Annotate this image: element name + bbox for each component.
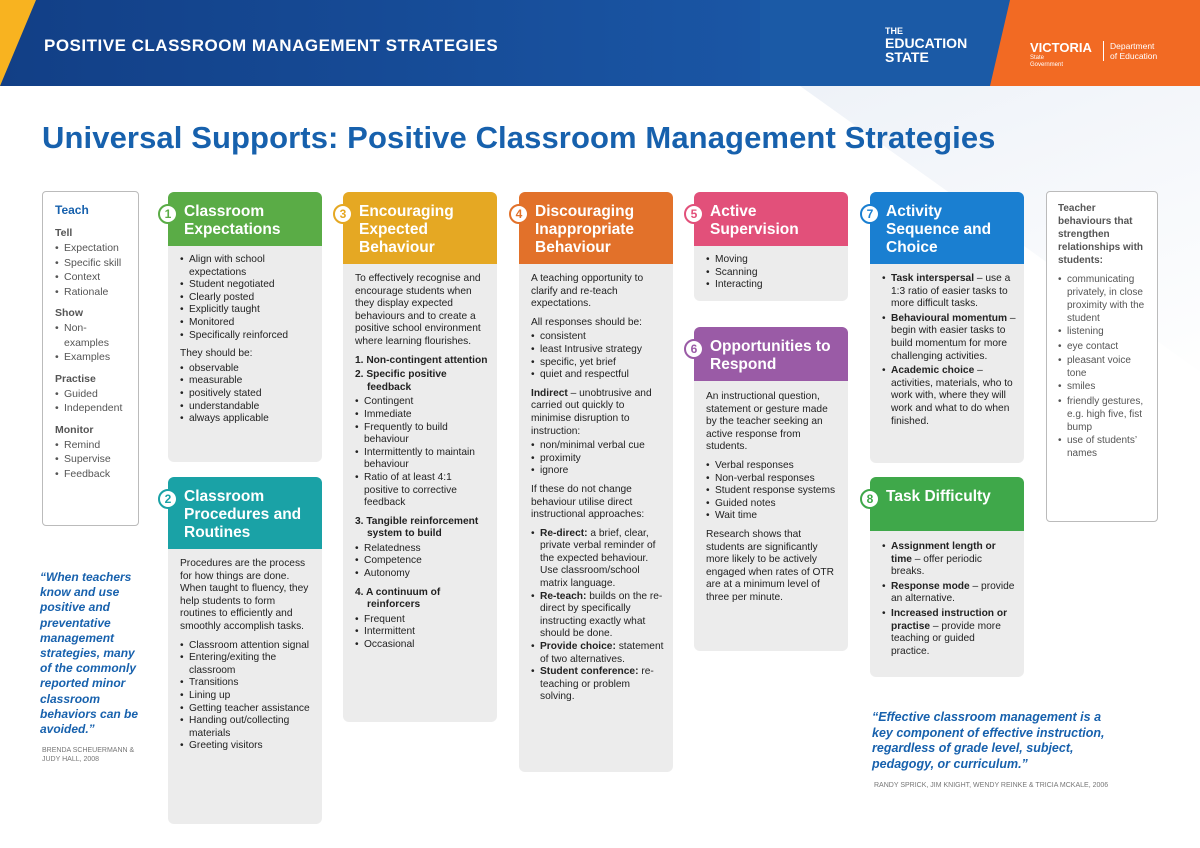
card-text: Indirect – unobtrusive and carried out quickly to minimise disruption to instruction: [531, 387, 652, 437]
list-item: • Intermittently to maintain behaviour [355, 447, 489, 472]
number-badge: 6 [684, 339, 704, 359]
list-item: • Classroom attention signal [180, 640, 314, 653]
list-item: • smiles [1058, 380, 1149, 395]
list-item: • consistent [531, 331, 665, 344]
list-item: • communicating privately, in close proximity with the student [1058, 273, 1149, 325]
list-item: • Frequently to build behaviour [355, 422, 489, 447]
list-item: • Specific skill [55, 256, 130, 271]
list-item: • Greeting visitors [180, 740, 314, 753]
list-item: • use of students’ names [1058, 434, 1149, 460]
card-text: They should be: [180, 348, 253, 360]
card-title: Active Supervision [710, 203, 799, 238]
victoria-logo: VICTORIA State Government [1030, 40, 1092, 68]
education-state-logo: THE EDUCATION STATE [885, 26, 968, 65]
teacher-behaviours-box [1046, 191, 1158, 522]
list-item: • Non-verbal responses [706, 473, 840, 486]
list-item: • Provide choice: statement of two alternatives. [531, 641, 665, 666]
card-header [694, 192, 848, 246]
list-item: • Non-examples [55, 321, 130, 350]
list-item: • Intermittent [355, 626, 489, 639]
list-item: • Expectation [55, 241, 130, 256]
list-item: • Supervise [55, 452, 130, 467]
list-item: • Re-teach: builds on the re-direct by specifically instructing exactly what should be done. [531, 591, 665, 641]
card-title: Classroom Procedures and Routines [184, 488, 302, 541]
list-item: • Assignment length or time – offer periodic breaks. [882, 541, 1016, 579]
quote-right-citation: RANDY SPRICK, JIM KNIGHT, WENDY REINKE & TRICIA MCKALE, 2006 [874, 782, 1109, 789]
card-opportunities-to-respond [694, 327, 848, 651]
list-item: • Specifically reinforced [180, 330, 314, 343]
card-activity-sequence [870, 192, 1024, 463]
card-header [343, 192, 497, 264]
card-text: A teaching opportunity to clarify and re-teach expectations. [531, 273, 644, 310]
quote-right: “Effective classroom management is a key component of effective instruction, regardless of grade level, subject, pedagogy, or curriculum.” [872, 710, 1105, 771]
quote-left-citation: BRENDA SCHEUERMANN & JUDY HALL, 2008 [42, 747, 135, 763]
list-item: • Independent [55, 401, 130, 416]
list-item: • Task interspersal – use a 1:3 ratio of easier tasks to more difficult tasks. [882, 273, 1016, 311]
list-item: • Clearly posted [180, 292, 314, 305]
header-banner [0, 0, 1200, 86]
number-badge: 3 [333, 204, 353, 224]
number-badge: 2 [158, 489, 178, 509]
list-item: • Moving [706, 254, 840, 267]
list-item: • observable [180, 363, 314, 376]
list-item: • Transitions [180, 677, 314, 690]
list-item: • Remind [55, 438, 130, 453]
list-item: • Autonomy [355, 568, 489, 581]
card-header [870, 192, 1024, 264]
list-item: • Increased instruction or practise – provide more teaching or guided practice. [882, 608, 1016, 658]
list-item: • Competence [355, 555, 489, 568]
list-item: • Feedback [55, 467, 130, 482]
number-badge: 5 [684, 204, 704, 224]
list-item: • eye contact [1058, 340, 1149, 355]
section-title: Tell [55, 227, 73, 239]
list-item: • quiet and respectful [531, 369, 665, 382]
card-title: Task Difficulty [886, 488, 991, 505]
list-item: • Relatedness [355, 543, 489, 556]
list-item: • Immediate [355, 409, 489, 422]
number-badge: 1 [158, 204, 178, 224]
list-item: • Context [55, 270, 130, 285]
card-title: Opportunities to Respond [710, 338, 831, 373]
list-item: • Frequent [355, 614, 489, 627]
list-item: • Guided notes [706, 498, 840, 511]
list-item: • always applicable [180, 413, 314, 426]
card-title: Classroom Expectations [184, 203, 281, 238]
card-classroom-procedures [168, 477, 322, 824]
card-title: Discouraging Inappropriate Behaviour [535, 203, 635, 256]
list-item: • pleasant voice tone [1058, 354, 1149, 380]
list-item: • ignore [531, 465, 665, 478]
list-item: • specific, yet brief [531, 357, 665, 370]
card-title: Encouraging Expected Behaviour [359, 203, 454, 256]
list-item: • Entering/exiting the classroom [180, 652, 314, 677]
list-item: • measurable [180, 375, 314, 388]
card-text: An instructional question, statement or gesture made by the teacher seeking an active response from students. [706, 391, 828, 453]
quote-left: “When teachers know and use positive and preventative management strategies, many of the commonly reported minor classroom behaviors can be avoided.” [40, 570, 139, 737]
number-badge: 4 [509, 204, 529, 224]
list-item: • Re-direct: a brief, clear, private verbal reminder of the expected behaviour. Use classroom/school matrix language. [531, 528, 665, 591]
list-item: • Academic choice – activities, materials, who to work with, where they will work and what to do when finished. [882, 365, 1016, 428]
list-item: • friendly gestures, e.g. high five, fist bump [1058, 395, 1149, 434]
list-item: • least Intrusive strategy [531, 344, 665, 357]
list-item: • non/minimal verbal cue [531, 440, 665, 453]
card-text: All responses should be: [531, 316, 642, 328]
list-item: • proximity [531, 453, 665, 466]
card-header [694, 327, 848, 381]
number-badge: 7 [860, 204, 880, 224]
list-item: • Interacting [706, 279, 840, 292]
section-title: 2. Specific positive feedback [355, 369, 447, 393]
list-item: • Student negotiated [180, 279, 314, 292]
card-encouraging-expected-behaviour [343, 192, 497, 722]
card-title: Activity Sequence and Choice [886, 203, 992, 256]
card-text: Research shows that students are significantly more likely to be actively engaged when rates of OTR are at a minimum level of three per minute. [706, 528, 834, 603]
card-task-difficulty [870, 477, 1024, 677]
card-discouraging-inappropriate-behaviour [519, 192, 673, 772]
list-item: • positively stated [180, 388, 314, 401]
card-header [168, 192, 322, 246]
list-item: • Getting teacher assistance [180, 703, 314, 716]
section-title: 4. A continuum of reinforcers [355, 586, 441, 611]
list-item: • Rationale [55, 285, 130, 300]
list-item: • Occasional [355, 639, 489, 652]
list-item: • understandable [180, 401, 314, 414]
list-item: • Contingent [355, 396, 489, 409]
list-item: • Align with school expectations [180, 254, 314, 279]
list-item: • Response mode – provide an alternative. [882, 581, 1016, 606]
list-item: • Examples [55, 350, 130, 365]
teach-box [42, 191, 139, 526]
list-item: • Student response systems [706, 485, 840, 498]
box-heading: Teacher behaviours that strengthen relationships with students: [1058, 203, 1144, 266]
list-item: • Student conference: re-teaching or problem solving. [531, 666, 665, 704]
section-title: 1. Non-contingent attention [355, 354, 488, 366]
list-item: • Scanning [706, 267, 840, 280]
page-title: Universal Supports: Positive Classroom Management Strategies [42, 120, 996, 155]
section-title: Show [55, 307, 83, 319]
list-item: • Wait time [706, 510, 840, 523]
number-badge: 8 [860, 489, 880, 509]
teach-heading: Teach [55, 203, 89, 217]
list-item: • Ratio of at least 4:1 positive to corrective feedback [355, 472, 489, 510]
list-item: • Guided [55, 387, 130, 402]
card-text: To effectively recognise and encourage students when they display expected behaviours and to create a positive school environment where learning flourishes. [355, 273, 481, 347]
card-header [168, 477, 322, 549]
list-item: • Lining up [180, 690, 314, 703]
card-text: If these do not change behaviour utilise direct instructional approaches: [531, 483, 645, 521]
list-item: • Explicitly taught [180, 304, 314, 317]
list-item: • Handing out/collecting materials [180, 715, 314, 740]
section-title: Monitor [55, 423, 94, 436]
list-item: • Monitored [180, 317, 314, 330]
banner-title: POSITIVE CLASSROOM MANAGEMENT STRATEGIES [44, 36, 499, 55]
card-active-supervision [694, 192, 848, 301]
list-item: • listening [1058, 325, 1149, 340]
list-item: • Behavioural momentum – begin with easier tasks to build momentum for more challenging activities. [882, 313, 1016, 363]
department-logo: Department of Education [1103, 41, 1157, 61]
card-text: Procedures are the process for how things are done. When taught to fluency, they help students to form routines to efficiently and smoothly accomplish tasks. [180, 558, 309, 632]
section-title: 3. Tangible reinforcement system to build [355, 515, 479, 540]
card-header [519, 192, 673, 264]
card-header [870, 477, 1024, 531]
card-classroom-expectations [168, 192, 322, 462]
list-item: • Verbal responses [706, 460, 840, 473]
section-title: Practise [55, 372, 96, 385]
